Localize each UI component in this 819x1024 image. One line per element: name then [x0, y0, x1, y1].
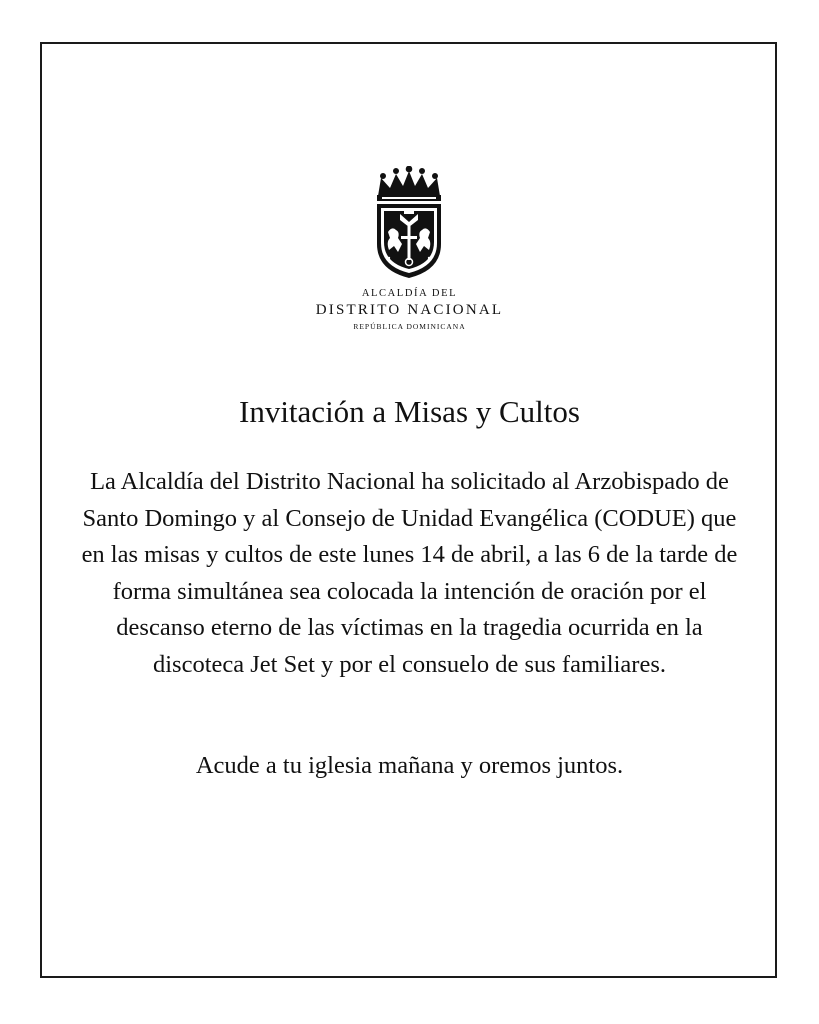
coat-of-arms-icon: [374, 166, 444, 280]
org-name: DISTRITO NACIONAL: [315, 302, 504, 318]
org-line-top: ALCALDÍA DEL: [361, 288, 458, 299]
org-country: REPÚBLICA DOMINICANA: [353, 322, 466, 331]
closing-line: Acude a tu iglesia mañana y oremos juntos.: [195, 752, 624, 779]
page-title: Invitación a Misas y Cultos: [239, 394, 580, 429]
body-paragraph: La Alcaldía del Distrito Nacional ha solicitado al Arzobispado de Santo Domingo y al Consejo de Unidad Evangélica (CODUE) que en las misas y cultos de este lunes 14 de abril, a las 6 de la tarde de forma simultánea sea colocada la intención de oración por el descanso eterno de las víctimas en la tragedia ocurrida en la discoteca Jet Set y por el consuelo de sus familiares.: [81, 468, 738, 678]
